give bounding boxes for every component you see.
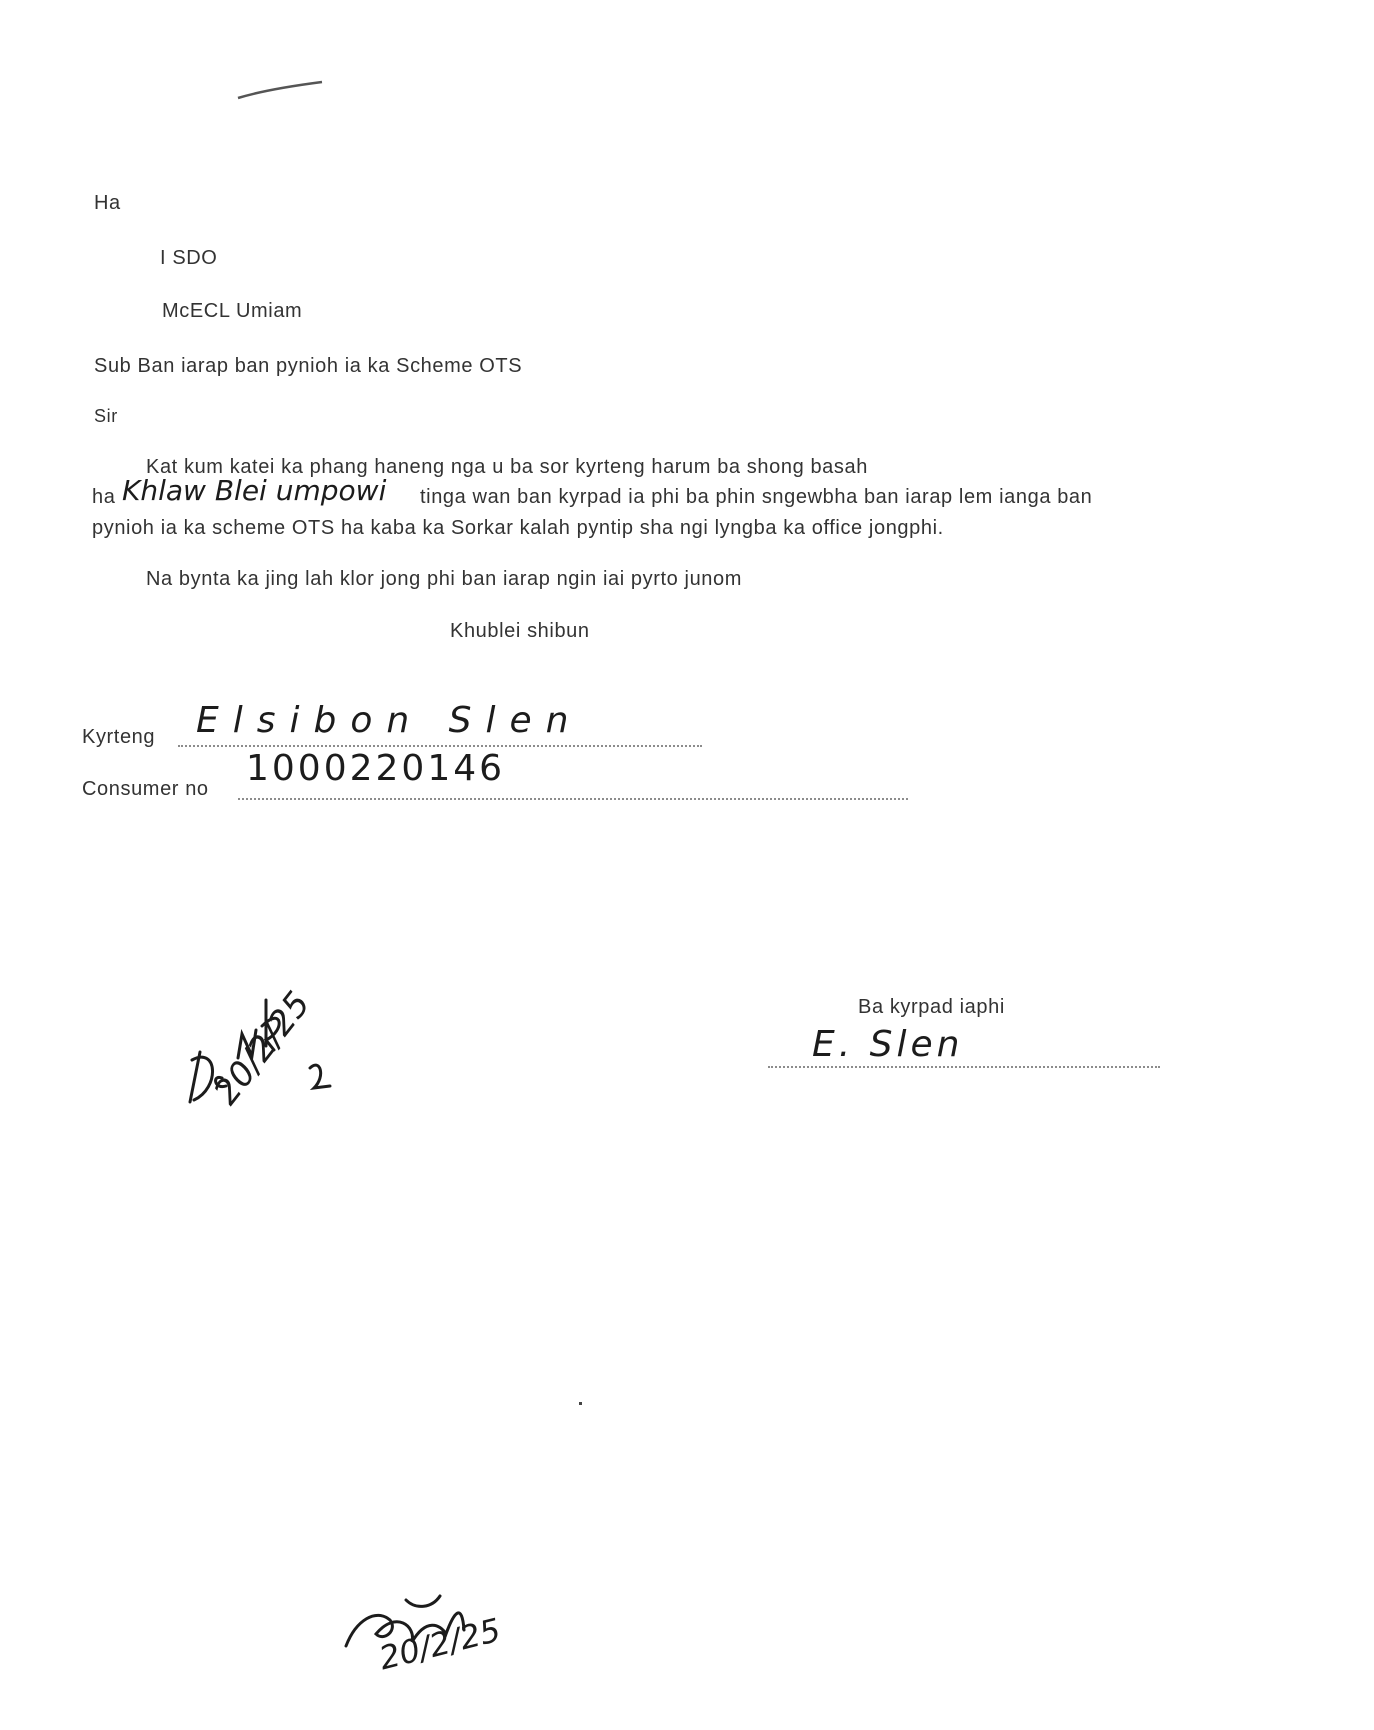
consumer-no-dotted-line xyxy=(238,798,908,800)
name-value: Elsibon Slen xyxy=(196,700,583,741)
consumer-no-value: 1000220146 xyxy=(246,748,506,789)
subject-line: Sub Ban iarap ban pynioh ia ka Scheme OTS xyxy=(94,355,523,377)
signature-label: Ba kyrpad iaphi xyxy=(858,996,1005,1018)
initials-date: 20/2/25 xyxy=(206,984,319,1113)
salutation-to: Ha xyxy=(94,192,121,214)
closing: Khublei shibun xyxy=(450,620,590,642)
paragraph-1-line-2-rest: tinga wan ban kyrpad ia phi ba phin sngewbha ban iarap lem ianga ban xyxy=(420,486,1093,508)
recipient-line-1: I SDO xyxy=(160,247,218,269)
paragraph-1-line-1: Kat kum katei ka phang haneng nga u ba sor kyrteng harum ba shong basah xyxy=(146,456,868,478)
signature-dotted-line xyxy=(768,1066,1160,1068)
name-label: Kyrteng xyxy=(82,726,156,748)
scan-mark xyxy=(236,76,326,102)
recipient-line-2: McECL Umiam xyxy=(162,300,303,322)
name-dotted-line xyxy=(178,745,702,747)
paragraph-1-line-3: pynioh ia ka scheme OTS ha kaba ka Sorkar kalah pyntip sha ngi lyngba ka office jongphi. xyxy=(92,517,944,539)
scan-speck xyxy=(579,1402,582,1405)
paragraph-1-line-2-prefix: ha xyxy=(92,486,116,508)
paragraph-2: Na bynta ka jing lah klor jong phi ban iarap ngin iai pyrto junom xyxy=(146,568,743,590)
bottom-date: 20/2/25 xyxy=(375,1610,505,1678)
signature: E. Slen xyxy=(812,1024,964,1065)
greeting: Sir xyxy=(94,406,118,426)
handwritten-place-name: Khlaw Blei umpowi xyxy=(122,474,387,507)
consumer-no-label: Consumer no xyxy=(82,778,209,800)
